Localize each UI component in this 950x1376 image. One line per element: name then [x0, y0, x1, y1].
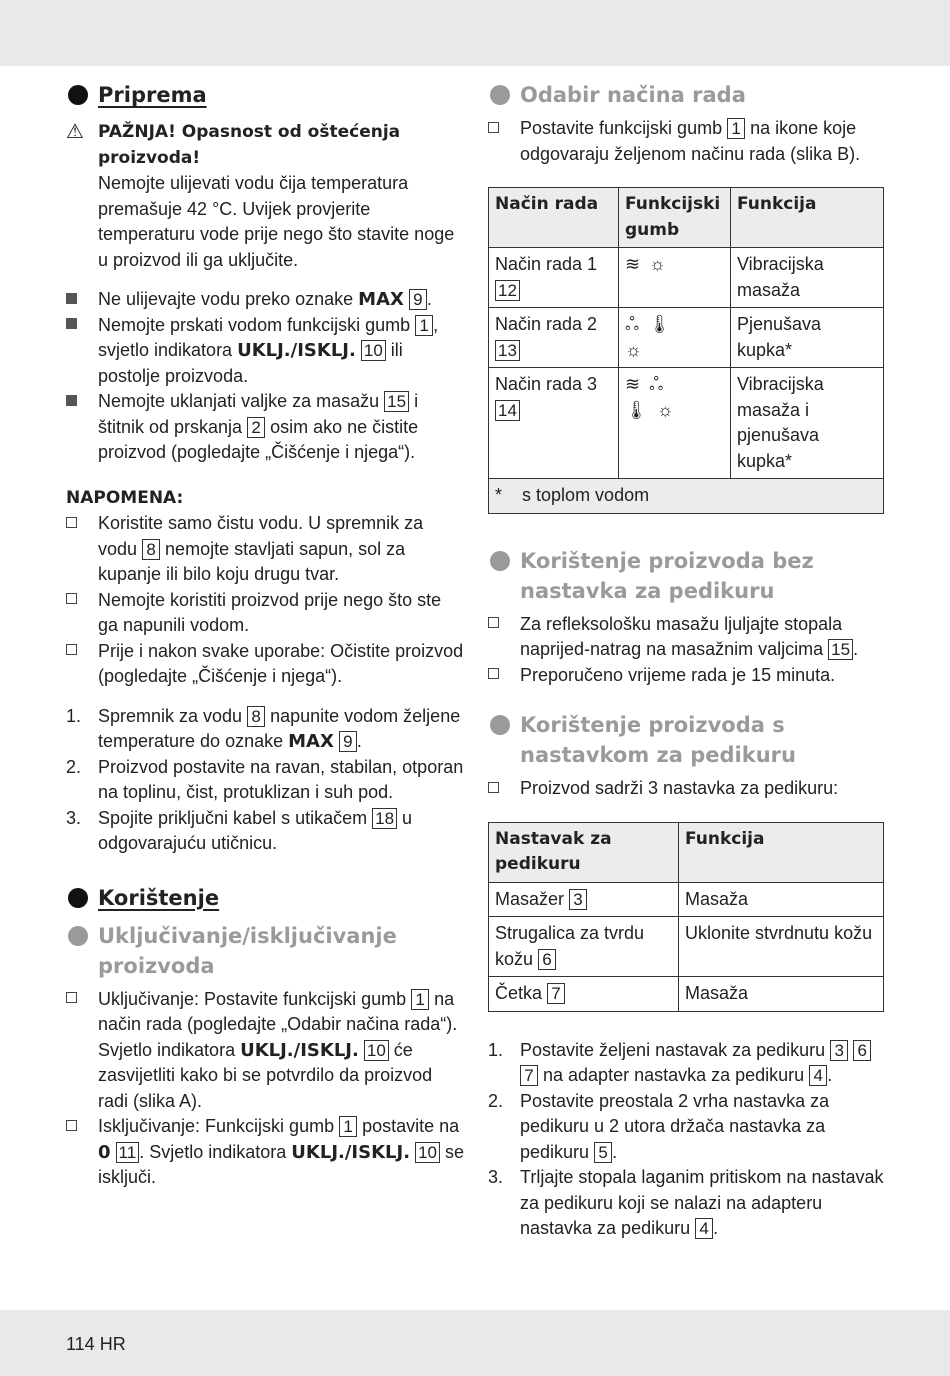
heading-text: Korištenje [98, 885, 220, 910]
bottom-band [0, 1310, 950, 1376]
table-footnote-row [489, 479, 884, 514]
heading-text: Korištenje proizvoda bez nastavka za pedikuru [520, 548, 814, 603]
mode-icons [619, 308, 731, 368]
text: na način rada (pogledajte „Odabir načina rada“). [98, 988, 458, 1034]
bullet-dot [68, 926, 88, 946]
step-item [488, 1038, 888, 1089]
step-number: 3. [66, 807, 82, 828]
text: će zasvijetliti kako bi se potvrdilo da proizvod radi (slika A). [98, 1039, 433, 1111]
ref-number: 1 [339, 1116, 357, 1137]
text: Način rada 1 [495, 254, 598, 274]
text: Spremnik za vodu [98, 705, 248, 726]
text: se isključi. [98, 1141, 464, 1187]
table-row [489, 308, 884, 368]
checkbox-icon [66, 992, 77, 1003]
heading-text: Priprema [98, 83, 207, 107]
list-item [488, 663, 888, 689]
text: i štitnik od prskanja [98, 391, 419, 437]
table-row [489, 917, 884, 977]
ref-number: 3 [569, 889, 587, 910]
text: . [827, 1065, 833, 1085]
vibration-bubbles-icon: ≋ ஃ [625, 374, 666, 394]
bullet-dot [68, 85, 88, 105]
ref-number: 13 [495, 340, 520, 361]
table-cell: Vibracijska masaža [731, 248, 884, 308]
table-row [489, 977, 884, 1012]
list-item [66, 639, 466, 690]
ref-number: 7 [520, 1065, 538, 1086]
checkbox-icon [66, 1120, 77, 1131]
text: napunite vodom željene temperature do oznake [98, 705, 461, 751]
page-number: 114 HR [66, 1334, 126, 1354]
section-heading-koristenje [66, 883, 466, 913]
mode-icons [619, 368, 731, 479]
text: osim ako ne čistite proizvod (pogledajte „Čišćenje i njega“). [98, 416, 419, 462]
text: na adapter nastavka za pedikuru [538, 1065, 810, 1085]
ref-number: 10 [361, 340, 386, 361]
checkbox-icon [66, 517, 77, 528]
ref-number: 5 [594, 1142, 612, 1163]
note-title: NAPOMENA: [66, 487, 184, 508]
heading-text: Odabir načina rada [520, 83, 746, 107]
text: . [356, 731, 362, 751]
text: Postavite funkcijski gumb [520, 118, 728, 138]
table-cell: Masaža [679, 977, 884, 1012]
text: Postavite željeni nastavak za pedikuru [520, 1039, 831, 1060]
table-cell [489, 917, 679, 977]
ref-number: 6 [853, 1040, 871, 1061]
text: na ikone koje odgovaraju željenom načinu rada (slika B). [520, 118, 861, 164]
bullet-dot [490, 715, 510, 735]
subsection-heading-ukljucivanje [66, 921, 466, 981]
text: Trljajte stopala laganim pritiskom na nastavak za pedikuru koji se nalazi na adapteru nastavka za pedikuru [520, 1167, 884, 1238]
text: Strugalica za tvrdu kožu [495, 923, 645, 969]
text: Masažer [495, 888, 570, 909]
text: Svjetlo indikatora [98, 1039, 241, 1060]
footnote-text: s toplom vodom [522, 485, 650, 505]
thermometer-light-icon: 🌡 ☼ [625, 399, 676, 420]
ref-number: 6 [538, 949, 556, 970]
warning-text: Nemojte ulijevati vodu čija temperatura premašuje 42 °C. Uvijek provjerite temperaturu vode prije nego što stavite noge u proizvod ili ga uključite. [98, 173, 455, 270]
checkbox-icon [488, 122, 499, 133]
table-cell: Pjenušava kupka* [731, 308, 884, 368]
ref-number: 8 [142, 539, 160, 560]
step-item [66, 755, 466, 806]
text: ili postolje proizvoda. [98, 340, 403, 386]
checkbox-icon [66, 593, 77, 604]
table-row [489, 368, 884, 479]
text: Postavite preostala 2 vrha nastavka za pedikuru u 2 utora držača nastavka za pedikuru [520, 1090, 830, 1162]
heading-text: Korištenje proizvoda s nastavkom za pedikuru [520, 713, 796, 767]
list-item [66, 1114, 466, 1191]
text: u odgovarajuću utičnicu. [98, 807, 413, 853]
list-item [66, 588, 466, 639]
ref-number: 18 [372, 808, 397, 829]
text: . [713, 1218, 719, 1238]
table-header: Funkcija [679, 822, 884, 882]
attachment-table [488, 822, 884, 1012]
checkbox-icon [488, 668, 499, 679]
table-row [489, 248, 884, 308]
ref-number: 3 [830, 1040, 848, 1061]
text: . [426, 289, 432, 309]
table-cell [489, 977, 679, 1012]
ref-number: 11 [116, 1142, 140, 1163]
text: Koristite samo čistu vodu. U spremnik za vodu [98, 513, 424, 559]
list-item [66, 287, 466, 313]
text: Proizvod sadrži 3 nastavka za pedikuru: [520, 778, 839, 798]
filled-square-icon [66, 395, 77, 406]
ref-number: 8 [247, 706, 265, 727]
step-item [66, 806, 466, 857]
list-item [66, 389, 466, 466]
warning-block [66, 120, 466, 273]
text: Četka [495, 983, 548, 1003]
table-header: Funkcija [731, 188, 884, 248]
text: Spojite priključni kabel s utikačem [98, 807, 373, 828]
ref-number: 1 [415, 315, 433, 336]
bubbles-thermometer-icon: ஃ 🌡 [625, 314, 673, 334]
text: Način rada 3 [495, 374, 598, 394]
bold-text: UKLJ./ISKLJ. [240, 1039, 359, 1061]
step-number: 3. [488, 1167, 504, 1187]
step-number: 2. [66, 756, 82, 777]
ref-number: 14 [495, 400, 520, 421]
list-item [488, 776, 888, 802]
ref-number: 10 [415, 1142, 440, 1163]
step-number: 1. [488, 1039, 504, 1060]
table-cell: Vibracijska masaža i pjenušava kupka* [731, 368, 884, 479]
ref-number: 1 [727, 118, 745, 139]
checkbox-icon [488, 617, 499, 628]
table-cell [489, 368, 619, 479]
list-item [66, 987, 466, 1115]
text: Proizvod postavite na ravan, stabilan, otporan na toplinu, čist, protuklizan i suh pod. [98, 756, 464, 802]
bold-text: 0 [98, 1141, 111, 1163]
text: . [612, 1141, 618, 1162]
top-band [0, 0, 950, 66]
list-item [488, 612, 888, 663]
ref-number: 7 [547, 983, 565, 1004]
table-row [489, 882, 884, 917]
heading-text: Uključivanje/isključivanje proizvoda [98, 923, 397, 978]
bold-text: UKLJ./ISKLJ. [291, 1141, 411, 1163]
text: . [853, 639, 859, 659]
subsection-heading-bez-nastavka [488, 546, 888, 606]
bold-text: MAX [288, 731, 334, 752]
ref-number: 4 [809, 1065, 827, 1086]
checkbox-icon [488, 782, 499, 793]
ref-number: 9 [409, 289, 427, 310]
footnote-star: * [495, 485, 503, 505]
table-cell [489, 248, 619, 308]
text: Isključivanje: Funkcijski gumb [98, 1116, 340, 1136]
bold-text: UKLJ./ISKLJ. [237, 340, 356, 361]
ref-number: 2 [247, 417, 265, 438]
step-item [66, 704, 466, 755]
table-cell [489, 308, 619, 368]
light-icon: ☼ [625, 339, 644, 360]
text: Preporučeno vrijeme rada je 15 minuta. [520, 664, 836, 685]
text: . Svjetlo indikatora [139, 1141, 292, 1162]
text: Nemojte koristiti proizvod prije nego što ste ga napunili vodom. [98, 589, 442, 635]
step-number: 1. [66, 705, 82, 726]
ref-number: 12 [495, 280, 520, 301]
ref-number: 1 [411, 989, 429, 1010]
text: postavite na [357, 1116, 460, 1136]
subsection-heading-odabir [488, 80, 888, 110]
filled-square-icon [66, 293, 77, 304]
bullet-dot [490, 551, 510, 571]
table-header: Način rada [489, 188, 619, 248]
ref-number: 10 [364, 1040, 389, 1061]
text: Prije i nakon svake uporabe: Očistite proizvod (pogledajte „Čišćenje i njega“). [98, 640, 464, 686]
left-column [66, 80, 466, 1191]
ref-number: 9 [339, 731, 357, 752]
step-item [488, 1165, 888, 1242]
text: Ne ulijevajte vodu preko oznake [98, 289, 359, 309]
bold-text: MAX [358, 289, 404, 310]
table-cell [489, 882, 679, 917]
text: Nemojte uklanjati valjke za masažu [98, 391, 385, 411]
ref-number: 4 [695, 1218, 713, 1239]
table-cell: Uklonite stvrdnutu kožu [679, 917, 884, 977]
table-cell: Masaža [679, 882, 884, 917]
ref-number: 15 [384, 391, 409, 412]
table-header-row [489, 822, 884, 882]
bullet-dot [490, 85, 510, 105]
warning-triangle-icon: ⚠ [66, 121, 84, 143]
table-header-row [489, 188, 884, 248]
subsection-heading-s-nastavkom [488, 710, 888, 770]
right-column [488, 80, 888, 1242]
text: nemojte stavljati sapun, sol za kupanje ili bilo koju drugu tvar. [98, 538, 406, 584]
bullet-dot [68, 888, 88, 908]
warning-title: PAŽNJA! Opasnost od oštećenja proizvoda! [98, 122, 401, 168]
table-header: Funkcijski gumb [619, 188, 731, 248]
text: Način rada 2 [495, 314, 598, 334]
mode-table [488, 187, 884, 514]
text: Uključivanje: Postavite funkcijski gumb [98, 988, 412, 1009]
table-header: Nastavak za pedikuru [489, 822, 679, 882]
list-item [66, 313, 466, 390]
text: Nemojte prskati vodom funkcijski gumb [98, 314, 416, 335]
filled-square-icon [66, 318, 77, 329]
list-item [66, 511, 466, 588]
mode-icons: ≋ ☼ [619, 248, 731, 308]
ref-number: 15 [828, 639, 853, 660]
checkbox-icon [66, 644, 77, 655]
table-footnote [489, 479, 884, 514]
section-heading-priprema [66, 80, 466, 110]
text: , svjetlo indikatora [98, 314, 439, 360]
list-item [488, 116, 888, 167]
text: Za refleksološku masažu ljuljajte stopala naprijed-natrag na masažnim valjcima [520, 613, 843, 659]
step-number: 2. [488, 1090, 504, 1111]
step-item [488, 1089, 888, 1166]
